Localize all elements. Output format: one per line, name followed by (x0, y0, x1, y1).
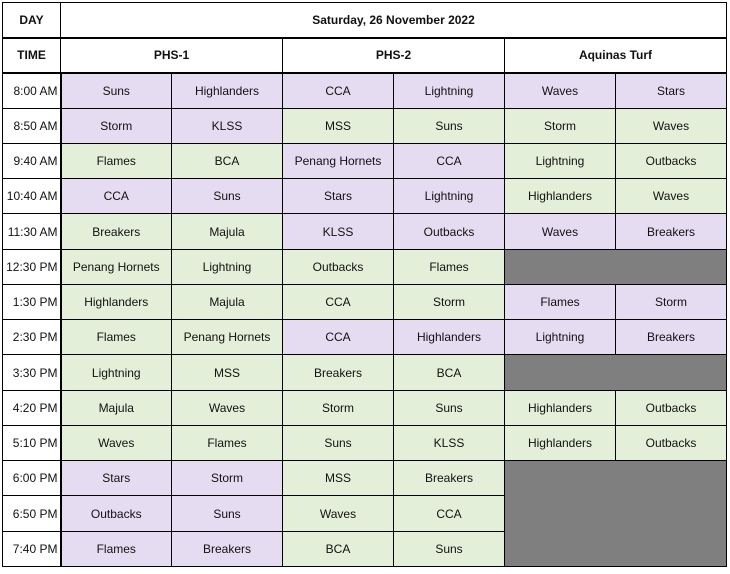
team-cell: Highlanders (505, 179, 616, 214)
time-cell: 8:00 AM (3, 73, 61, 109)
team-cell: Majula (172, 214, 283, 250)
team-cell: Breakers (172, 532, 283, 567)
team-cell: Storm (61, 109, 172, 144)
venue-aquinas-turf: Aquinas Turf (505, 38, 727, 73)
time-cell: 1:30 PM (3, 285, 61, 320)
schedule-row (3, 214, 727, 250)
time-cell: 6:50 PM (3, 496, 61, 532)
team-cell: Storm (172, 461, 283, 496)
team-cell: Lightning (505, 144, 616, 179)
team-cell: Waves (505, 214, 616, 250)
date-heading: Saturday, 26 November 2022 (61, 3, 727, 38)
schedule-row (3, 73, 727, 109)
venue-header-row (3, 38, 727, 73)
schedule-row (3, 355, 727, 391)
time-cell: 5:10 PM (3, 426, 61, 461)
venue-phs-1: PHS-1 (61, 38, 283, 73)
team-cell: Stars (283, 179, 394, 214)
team-cell: Outbacks (616, 144, 727, 179)
team-cell: Suns (61, 73, 172, 109)
team-cell: Waves (616, 109, 727, 144)
team-cell: CCA (394, 496, 505, 532)
unavailable-slot (505, 461, 727, 567)
team-cell: Waves (172, 391, 283, 426)
team-cell: Flames (172, 426, 283, 461)
time-cell: 8:50 AM (3, 109, 61, 144)
team-cell: CCA (394, 144, 505, 179)
team-cell: KLSS (394, 426, 505, 461)
team-cell: CCA (61, 179, 172, 214)
team-cell: Outbacks (61, 496, 172, 532)
team-cell: Outbacks (616, 426, 727, 461)
team-cell: Flames (394, 250, 505, 285)
schedule-row (3, 461, 727, 496)
schedule-row (3, 426, 727, 461)
team-cell: Lightning (394, 73, 505, 109)
team-cell: Penang Hornets (283, 144, 394, 179)
team-cell: Penang Hornets (61, 250, 172, 285)
team-cell: Suns (172, 496, 283, 532)
team-cell: MSS (172, 355, 283, 391)
team-cell: CCA (283, 73, 394, 109)
time-cell: 11:30 AM (3, 214, 61, 250)
team-cell: Highlanders (505, 391, 616, 426)
team-cell: Breakers (394, 461, 505, 496)
schedule-row (3, 109, 727, 144)
team-cell: Breakers (616, 214, 727, 250)
team-cell: Flames (61, 532, 172, 567)
unavailable-slot (505, 355, 727, 391)
team-cell: Breakers (616, 320, 727, 355)
team-cell: Storm (394, 285, 505, 320)
time-cell: 3:30 PM (3, 355, 61, 391)
time-cell: 12:30 PM (3, 250, 61, 285)
time-label: TIME (3, 38, 61, 73)
time-cell: 7:40 PM (3, 532, 61, 567)
team-cell: Waves (505, 73, 616, 109)
team-cell: MSS (283, 461, 394, 496)
team-cell: Outbacks (394, 214, 505, 250)
day-header-row (3, 3, 727, 38)
team-cell: Majula (61, 391, 172, 426)
team-cell: Lightning (172, 250, 283, 285)
team-cell: BCA (172, 144, 283, 179)
team-cell: BCA (394, 355, 505, 391)
unavailable-slot (505, 250, 727, 285)
team-cell: Suns (394, 109, 505, 144)
team-cell: Suns (172, 179, 283, 214)
schedule-row (3, 250, 727, 285)
team-cell: Flames (61, 144, 172, 179)
time-cell: 2:30 PM (3, 320, 61, 355)
team-cell: CCA (283, 285, 394, 320)
team-cell: Waves (61, 426, 172, 461)
team-cell: Waves (616, 179, 727, 214)
team-cell: Breakers (283, 355, 394, 391)
team-cell: Highlanders (61, 285, 172, 320)
time-cell: 4:20 PM (3, 391, 61, 426)
team-cell: KLSS (172, 109, 283, 144)
team-cell: Suns (394, 391, 505, 426)
team-cell: Highlanders (172, 73, 283, 109)
team-cell: CCA (283, 320, 394, 355)
team-cell: Waves (283, 496, 394, 532)
schedule-row (3, 391, 727, 426)
time-cell: 9:40 AM (3, 144, 61, 179)
time-cell: 6:00 PM (3, 461, 61, 496)
team-cell: Lightning (505, 320, 616, 355)
schedule-row (3, 285, 727, 320)
team-cell: Highlanders (505, 426, 616, 461)
team-cell: Flames (61, 320, 172, 355)
team-cell: Flames (505, 285, 616, 320)
schedule-table (2, 2, 727, 567)
team-cell: Majula (172, 285, 283, 320)
team-cell: Penang Hornets (172, 320, 283, 355)
team-cell: Outbacks (616, 391, 727, 426)
time-cell: 10:40 AM (3, 179, 61, 214)
team-cell: Storm (283, 391, 394, 426)
team-cell: Storm (505, 109, 616, 144)
team-cell: Breakers (61, 214, 172, 250)
team-cell: Storm (616, 285, 727, 320)
team-cell: Suns (283, 426, 394, 461)
team-cell: Stars (61, 461, 172, 496)
team-cell: MSS (283, 109, 394, 144)
schedule-row (3, 144, 727, 179)
schedule-row (3, 320, 727, 355)
team-cell: Outbacks (283, 250, 394, 285)
team-cell: Lightning (61, 355, 172, 391)
team-cell: KLSS (283, 214, 394, 250)
team-cell: BCA (283, 532, 394, 567)
team-cell: Lightning (394, 179, 505, 214)
team-cell: Highlanders (394, 320, 505, 355)
venue-phs-2: PHS-2 (283, 38, 505, 73)
team-cell: Suns (394, 532, 505, 567)
day-label: DAY (3, 3, 61, 38)
schedule-row (3, 179, 727, 214)
team-cell: Stars (616, 73, 727, 109)
